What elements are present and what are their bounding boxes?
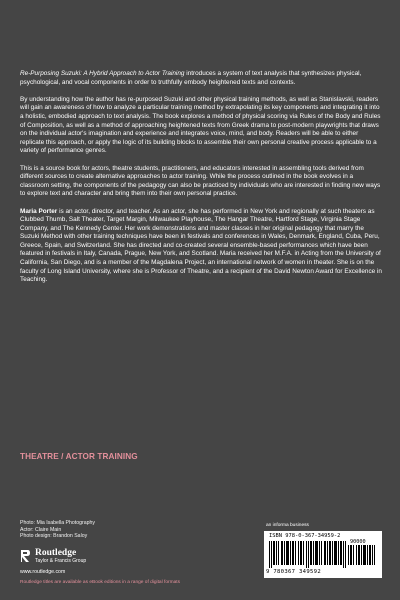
publisher-logo — [20, 548, 140, 564]
publisher-block — [20, 548, 140, 575]
photo-credits — [20, 520, 95, 540]
photo-design-credit: Photo design: Brandon Saloy — [20, 533, 88, 540]
barcode-digits: 9 780367 349592 — [266, 569, 322, 575]
author-bio: is an actor, director, and teacher. As an actor, she has performed in New York and regionally at such theaters as Clubbed Thumb, Salt Theater, Target Margin, Milwaukee Playhouse, The Hangar Theatre, Hartford Stage, Virginia Stage Company, and The Kennedy Center. Her work demonstrations and master classes in her original pedagogy that marry the Suzuki Method with other training techniques have been in festivals and conferences in Wales, Denmark, England, Cuba, Peru, Greece, Spain, and Switzerland. She has directed and co-created several ensemble-based performances which have been featured in festivals in Italy, Canada, Prague, New York, and Scotland. Maria received her M.F.A. in Acting from the University of California, San Diego, and is a member of the Magdalena Project, an international network of women in theater. She is on the faculty of Long Island University, where she is Professor of Theatre, and a recipient of the David Newton Award for Excellence in Teaching. — [20, 207, 382, 284]
price-addon-number: 90000 — [350, 539, 366, 545]
method-paragraph: By understanding how the author has re-purposed Suzuki and other physical training methods, as well as Stanislavski, readers will gain an awareness of how to analyze a particular training method by extrapolating its key components and integrating it into a holistic, embodied approach to text analysis. The book explores a method of physical scoring via Rules of the Body and Rules of Composition, as well as a method of approaching heightened texts from Greek drama to post-modern playwrights that draws on the individual actor's imagination and experience and integrates voice, mind, and body. Readers will be able to either replicate this approach, or apply the logic of its building blocks to assemble their own personal creative process applicable to a variety of performance genres. — [20, 95, 381, 155]
author-name: Maria Porter — [20, 207, 58, 215]
isbn-number: ISBN 978-0-367-34959-2 — [269, 533, 341, 539]
publisher-website: www.routledge.com — [20, 569, 66, 575]
informa-tagline: an informa business — [266, 523, 309, 528]
actor-credit: Actor: Claire Main — [20, 526, 62, 533]
intro-text: introduces a system of text analysis that synthesizes physical, psychological, and vocal components in order to truthfully embody heightened texts and contexts. — [20, 70, 362, 86]
publisher-group: Taylor & Francis Group — [35, 558, 87, 564]
routledge-logo-icon — [20, 549, 31, 563]
intro-paragraph — [20, 70, 382, 87]
isbn-barcode — [264, 531, 382, 578]
author-bio-paragraph — [20, 208, 382, 285]
publisher-name: Routledge — [35, 548, 77, 558]
photo-credit: Photo: Mia Isabella Photography — [20, 520, 95, 526]
ebook-notice: Routledge titles are available as eBook editions in a range of digital formats — [20, 580, 180, 585]
book-title: Re-Purposing Suzuki: A Hybrid Approach to Actor Training — [20, 70, 185, 77]
audience-paragraph: This is a source book for actors, theatre students, practitioners, and educators interested in assembling tools derived from different sources to create alternative approaches to actor training. While the process outlined in the book evolves in a classroom setting, the components of the pedagogy can also be practiced by individuals who are interested in finding new ways to explore text and character and bring them into their own personal practice. — [20, 164, 381, 198]
addon-barcode-bars — [348, 545, 376, 565]
ean-barcode-bars — [269, 541, 347, 568]
book-description — [20, 70, 382, 285]
category-label: THEATRE / ACTOR TRAINING — [20, 452, 138, 461]
